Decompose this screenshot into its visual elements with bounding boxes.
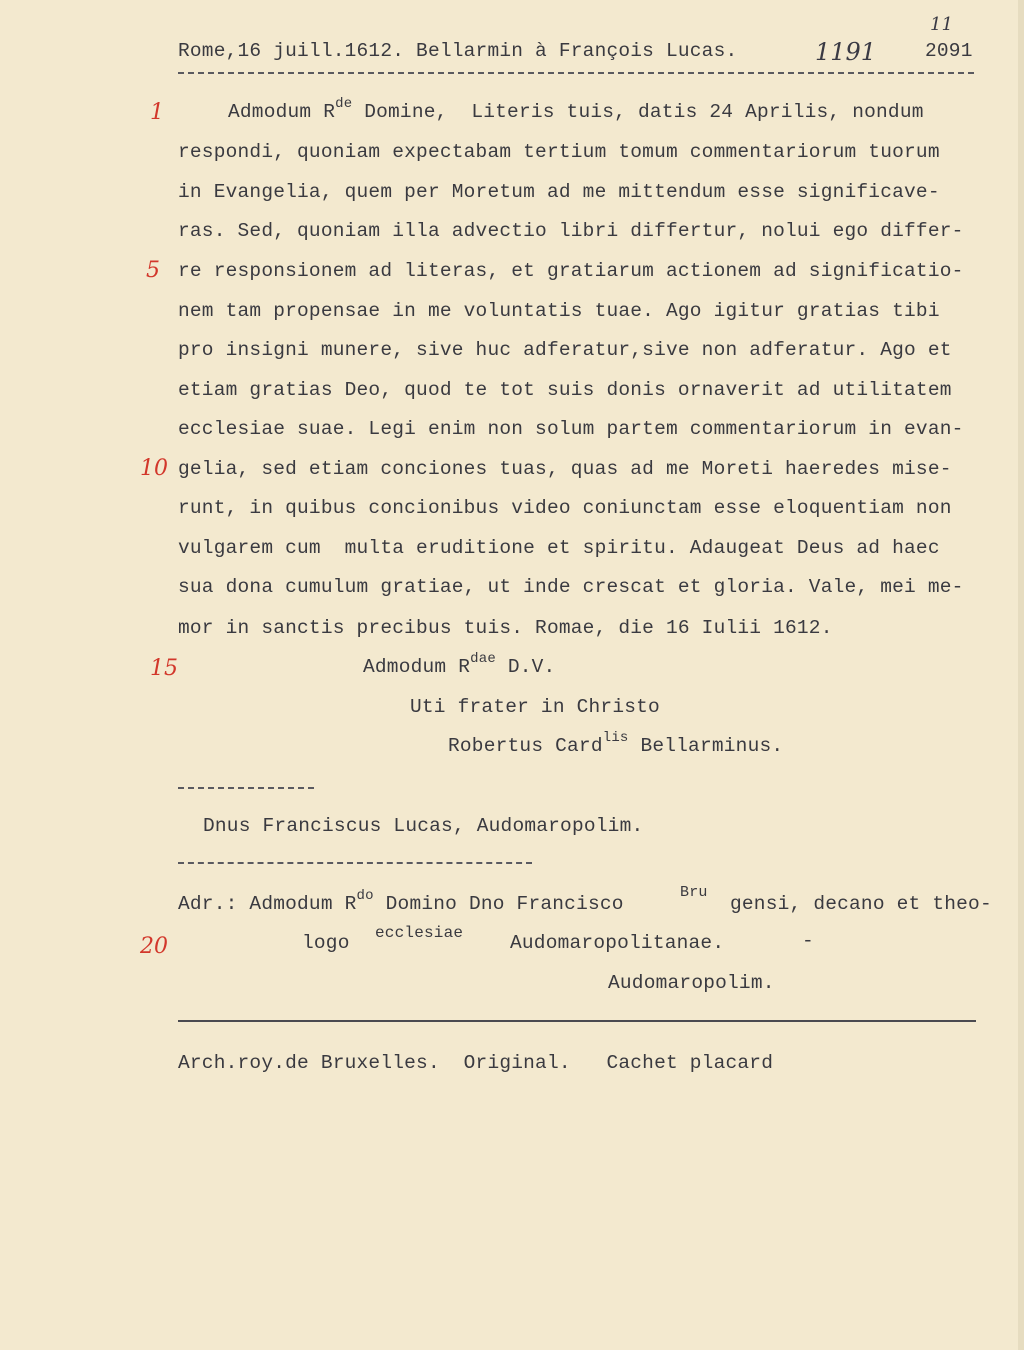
body-line: vulgarem cum multa eruditione et spiritu. Adaugeat Deus ad haec <box>178 537 940 559</box>
body-line: nem tam propensae in me voluntatis tuae. Ago igitur gratias tibi <box>178 300 940 322</box>
address-end: gensi, decano et theo- <box>730 893 992 915</box>
body-line: pro insigni munere, sive huc adferatur,sive non adferatur. Ago et <box>178 339 952 361</box>
body-line: ecclesiae suae. Legi enim non solum partem commentariorum in evan- <box>178 418 964 440</box>
reference-number: 2091 <box>925 40 973 62</box>
handwritten-number: 1191 <box>815 38 877 66</box>
body-line: re responsionem ad literas, et gratiarum actionem ad significatio- <box>178 260 964 282</box>
body-line: runt, in quibus concionibus video coniunctam esse eloquentiam non <box>178 497 952 519</box>
margin-number-15: 15 <box>150 656 178 681</box>
page-edge <box>1018 0 1024 1350</box>
header-title: Rome,16 juill.1612. Bellarmin à François Lucas. <box>178 40 738 62</box>
body-line: Admodum $R^{de}$ Domine, Literis tuis, datis 24 Aprilis, nondum <box>228 96 924 123</box>
body-line: respondi, quoniam expectabam tertium tomum commentariorum tuorum <box>178 141 940 163</box>
closing-salutation: Admodum $R^{dae}$ D.V. <box>363 651 556 678</box>
archive-note: Arch.roy.de Bruxelles. Original. Cachet placard <box>178 1052 774 1074</box>
address-logo: logo <box>302 932 350 954</box>
body-line: etiam gratias Deo, quod te tot suis donis ornaverit ad utilitatem <box>178 379 952 401</box>
body-line: mor in sanctis precibus tuis. Romae, die 16 Iulii 1612. <box>178 617 833 639</box>
body-line: ras. Sed, quoniam illa advectio libri differtur, nolui ego differ- <box>178 220 964 242</box>
body-line: in Evangelia, quem per Moretum ad me mittendum esse significave- <box>178 181 940 203</box>
body-line: gelia, sed etiam conciones tuas, quas ad me Moreti haeredes mise- <box>178 458 952 480</box>
address-dash: - <box>802 930 814 952</box>
address-bru: Bru <box>680 884 708 901</box>
address-divider <box>178 862 532 864</box>
address-ecclesiae: ecclesiae <box>375 924 464 942</box>
footer-divider <box>178 1020 976 1022</box>
address-city: Audomaropolim. <box>608 972 775 994</box>
recipient-line: Dnus Franciscus Lucas, Audomaropolim. <box>203 815 644 837</box>
reference-mark: 11 <box>930 14 953 35</box>
closing-frater: Uti frater in Christo <box>410 696 660 718</box>
short-divider <box>178 787 314 789</box>
header-divider <box>178 72 974 74</box>
signature: Robertus Card$^{lis}$ Bellarminus. <box>448 730 784 757</box>
address-audo: Audomaropolitanae. <box>510 932 725 954</box>
margin-number-1: 1 <box>150 100 164 125</box>
margin-number-10: 10 <box>140 456 168 481</box>
address-line: Adr.: Admodum $R^{do}$ Domino Dno Francisco <box>178 888 624 915</box>
margin-number-20: 20 <box>140 934 168 959</box>
body-line: sua dona cumulum gratiae, ut inde crescat et gloria. Vale, mei me- <box>178 576 964 598</box>
margin-number-5: 5 <box>146 258 160 283</box>
